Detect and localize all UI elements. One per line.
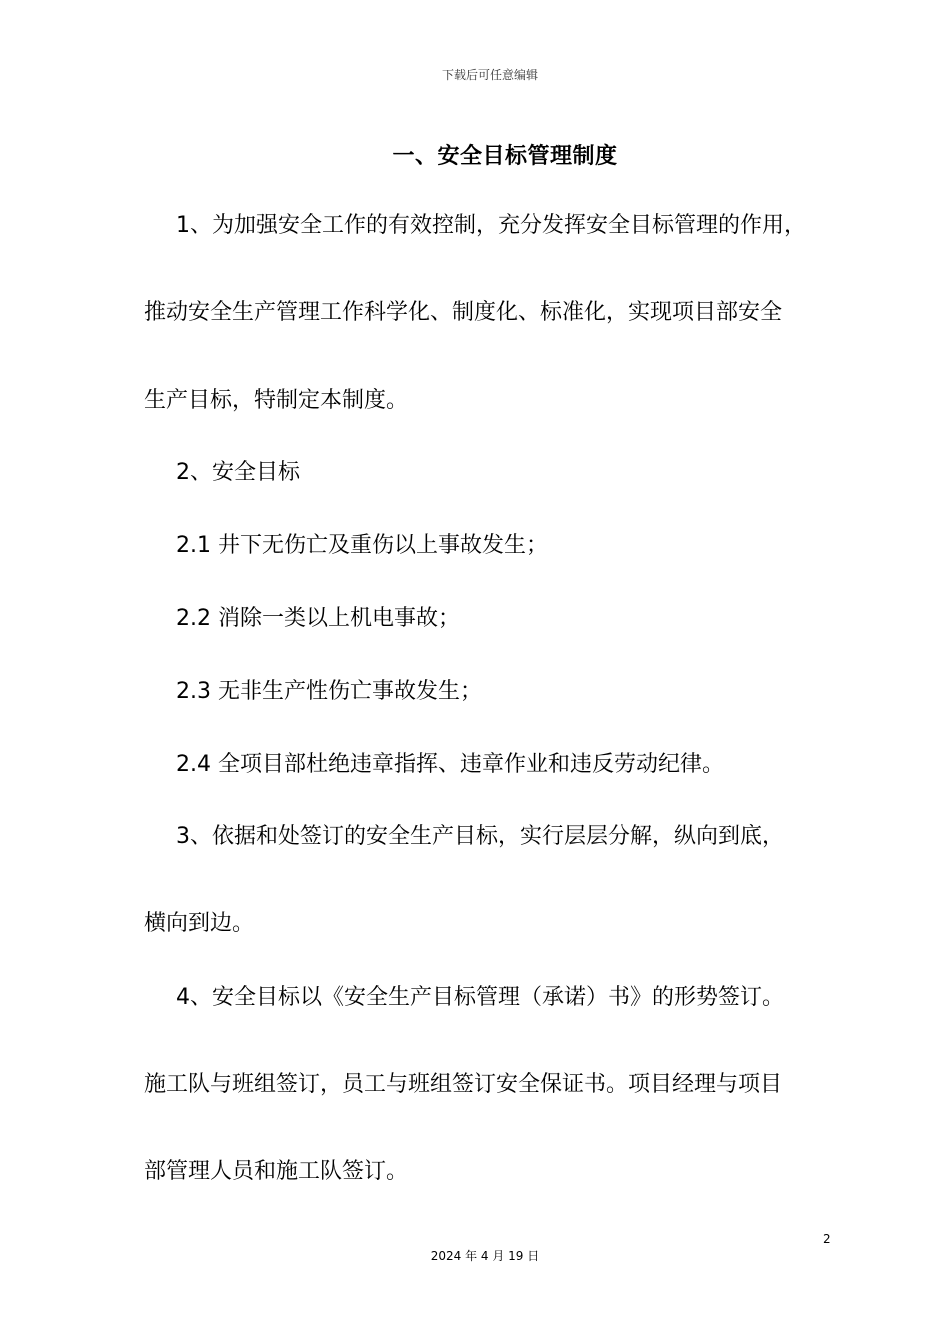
paragraph-4-line-1: 4、安全目标以《安全生产目标管理（承诺）书》的形势签订。 bbox=[176, 985, 784, 1010]
paragraph-1-line-2: 推动安全生产管理工作科学化、制度化、标准化，实现项目部安全 bbox=[144, 300, 783, 325]
item-2-2: 2.2 消除一类以上机电事故； bbox=[176, 606, 460, 631]
item-2-1: 2.1 井下无伤亡及重伤以上事故发生； bbox=[176, 533, 548, 558]
page-number: 2 bbox=[823, 1232, 831, 1246]
item-2-4: 2.4 全项目部杜绝违章指挥、违章作业和违反劳动纪律。 bbox=[176, 752, 724, 777]
paragraph-1-line-1: 1、为加强安全工作的有效控制，充分发挥安全目标管理的作用， bbox=[176, 213, 806, 238]
footer-date: 2024 年 4 月 19 日 bbox=[430, 1249, 540, 1263]
document-title: 一、安全目标管理制度 bbox=[392, 144, 618, 169]
item-2-3: 2.3 无非生产性伤亡事故发生； bbox=[176, 679, 482, 704]
paragraph-3-line-2: 横向到边。 bbox=[144, 911, 255, 936]
paragraph-4-line-3: 部管理人员和施工队签订。 bbox=[144, 1159, 409, 1184]
paragraph-3-line-1: 3、依据和处签订的安全生产目标，实行层层分解，纵向到底， bbox=[176, 824, 784, 849]
paragraph-1-line-3: 生产目标，特制定本制度。 bbox=[144, 388, 409, 413]
page-header: 下载后可任意编辑 bbox=[441, 68, 538, 82]
paragraph-4-line-2: 施工队与班组签订，员工与班组签订安全保证书。项目经理与项目 bbox=[144, 1072, 783, 1097]
section-2-heading: 2、安全目标 bbox=[176, 460, 300, 485]
